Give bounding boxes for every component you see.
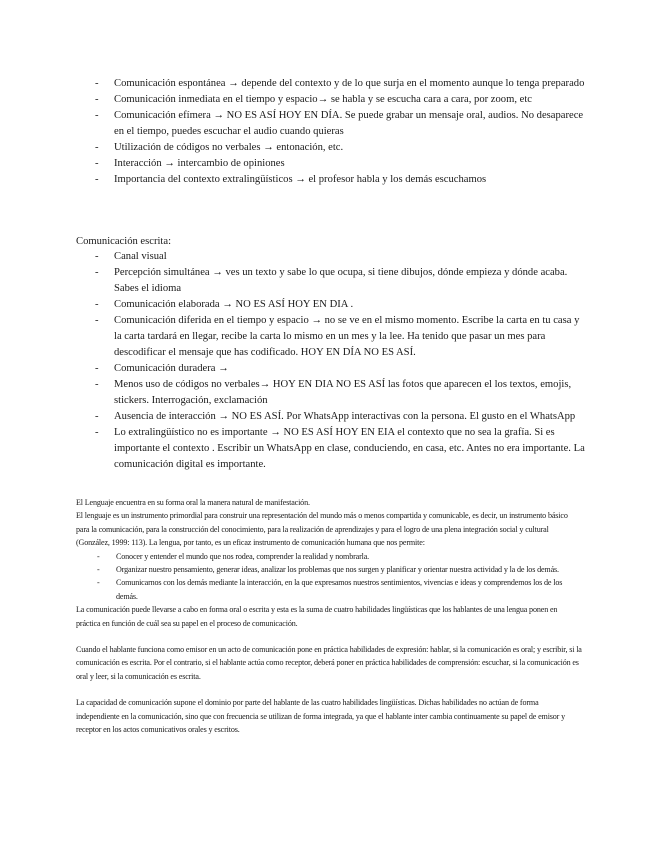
list-item: - Ausencia de interacción → NO ES ASÍ. Por WhatsApp interactivas con la persona. El gusto en el WhatsApp <box>95 409 585 425</box>
list-item: - Lo extralingüístico no es importante → NO ES ASÍ HOY EN EIA el contexto que no sea la grafía. Si es importante el contexto . Escribir un WhatsApp en clase, conduciendo, en casa, etc. Antes no era importante. La comunicación digital es importante. <box>95 425 585 473</box>
list-item: - Percepción simultánea → ves un texto y sabe lo que ocupa, si tiene dibujos, dónde empieza y dónde acaba. Sabes el idioma <box>95 265 585 297</box>
list-item: - Comunicación diferida en el tiempo y espacio → no se ve en el mismo momento. Escribe la carta en tu casa y la carta tardará en llegar, recibe la carta lo mismo en un mes y la lee. Ha tenido que pasar un mes para descodificar el mensaje que has codificado. HOY EN DÍA NO ES ASÍ. <box>95 313 585 361</box>
lenguaje-after-paragraph: La comunicación puede llevarse a cabo en forma oral o escrita y esta es la suma de cuatro habilidades lingüísticas que los hablantes de una lengua ponen en práctica en función de cuál sea su papel en el proceso de comunicación. <box>76 605 558 628</box>
lenguaje-section <box>76 496 582 737</box>
list-item: - Conocer y entender el mundo que nos rodea, comprender la realidad y nombrarla. <box>76 550 582 563</box>
list-item: - Comunicación efímera → NO ES ASÍ HOY EN DÍA. Se puede grabar un mensaje oral, audios. No desaparece en el tiempo, puedes escuchar el audio cuando quieras <box>95 108 585 140</box>
written-communication-heading: Comunicación escrita: <box>76 236 172 247</box>
list-item: - Organizar nuestro pensamiento, generar ideas, analizar los problemas que nos surgen y planificar y orientar nuestra actividad y la de los demás. <box>76 563 582 576</box>
oral-communication-list <box>95 76 585 188</box>
list-item: - Interacción → intercambio de opiniones <box>95 156 585 172</box>
list-item: - Comunicación espontánea → depende del contexto y de lo que surja en el momento aunque lo tenga preparado <box>95 76 585 92</box>
lenguaje-sublist <box>76 550 582 604</box>
capacidad-paragraph: La capacidad de comunicación supone el dominio por parte del hablante de las cuatro habilidades lingüísticas. Dichas habilidades no actúan de forma independiente en la comunicación, sino que con frecuencia se utilizan de forma integrada, ya que el hablante inter cambia continuamente su papel de emisor y receptor en los actos comunicativos orales y escritos. <box>76 698 566 735</box>
list-item: - Comunicación elaborada → NO ES ASÍ HOY EN DIA . <box>95 297 585 313</box>
list-item: - Comunicación inmediata en el tiempo y espacio→ se habla y se escucha cara a cara, por zoom, etc <box>95 92 585 108</box>
lenguaje-intro-line: El Lenguaje encuentra en su forma oral la manera natural de manifestación. <box>76 498 310 507</box>
hablante-paragraph: Cuando el hablante funciona como emisor en un acto de comunicación pone en práctica habilidades de expresión: hablar, si la comunicación es oral; y escribir, si la comunicación es escrita. Por el contrario, si el hablante actúa como receptor, deberá poner en práctica habilidades de comprensión: escuchar, si la comunicación es oral y leer, si la comunicación es escrita. <box>76 645 582 681</box>
lenguaje-paragraph: El lenguaje es un instrumento primordial para construir una representación del mundo más o menos compartida y comunicable, es decir, un instrumento básico para la comunicación, para la construcción del conocimiento, para la realización de aprendizajes y para el logro de una plena integración social y cultural (González, 1999: 113). La lengua, por tanto, es un eficaz instrumento de comunicación humana que nos permite: <box>76 511 568 548</box>
list-item: - Utilización de códigos no verbales → entonación, etc. <box>95 140 585 156</box>
list-item: - Comunicación duradera → <box>95 361 585 377</box>
written-communication-list <box>95 249 585 473</box>
list-item: - Comunicarnos con los demás mediante la interacción, en la que expresamos nuestros sentimientos, vivencias e ideas y comprendemos los de los demás. <box>76 576 582 603</box>
list-item: - Importancia del contexto extralingüísticos → el profesor habla y los demás escuchamos <box>95 172 585 188</box>
list-item: - Canal visual <box>95 249 585 265</box>
list-item: - Menos uso de códigos no verbales→ HOY EN DIA NO ES ASÍ las fotos que aparecen el los textos, emojis, stickers. Interrogación, exclamación <box>95 377 585 409</box>
